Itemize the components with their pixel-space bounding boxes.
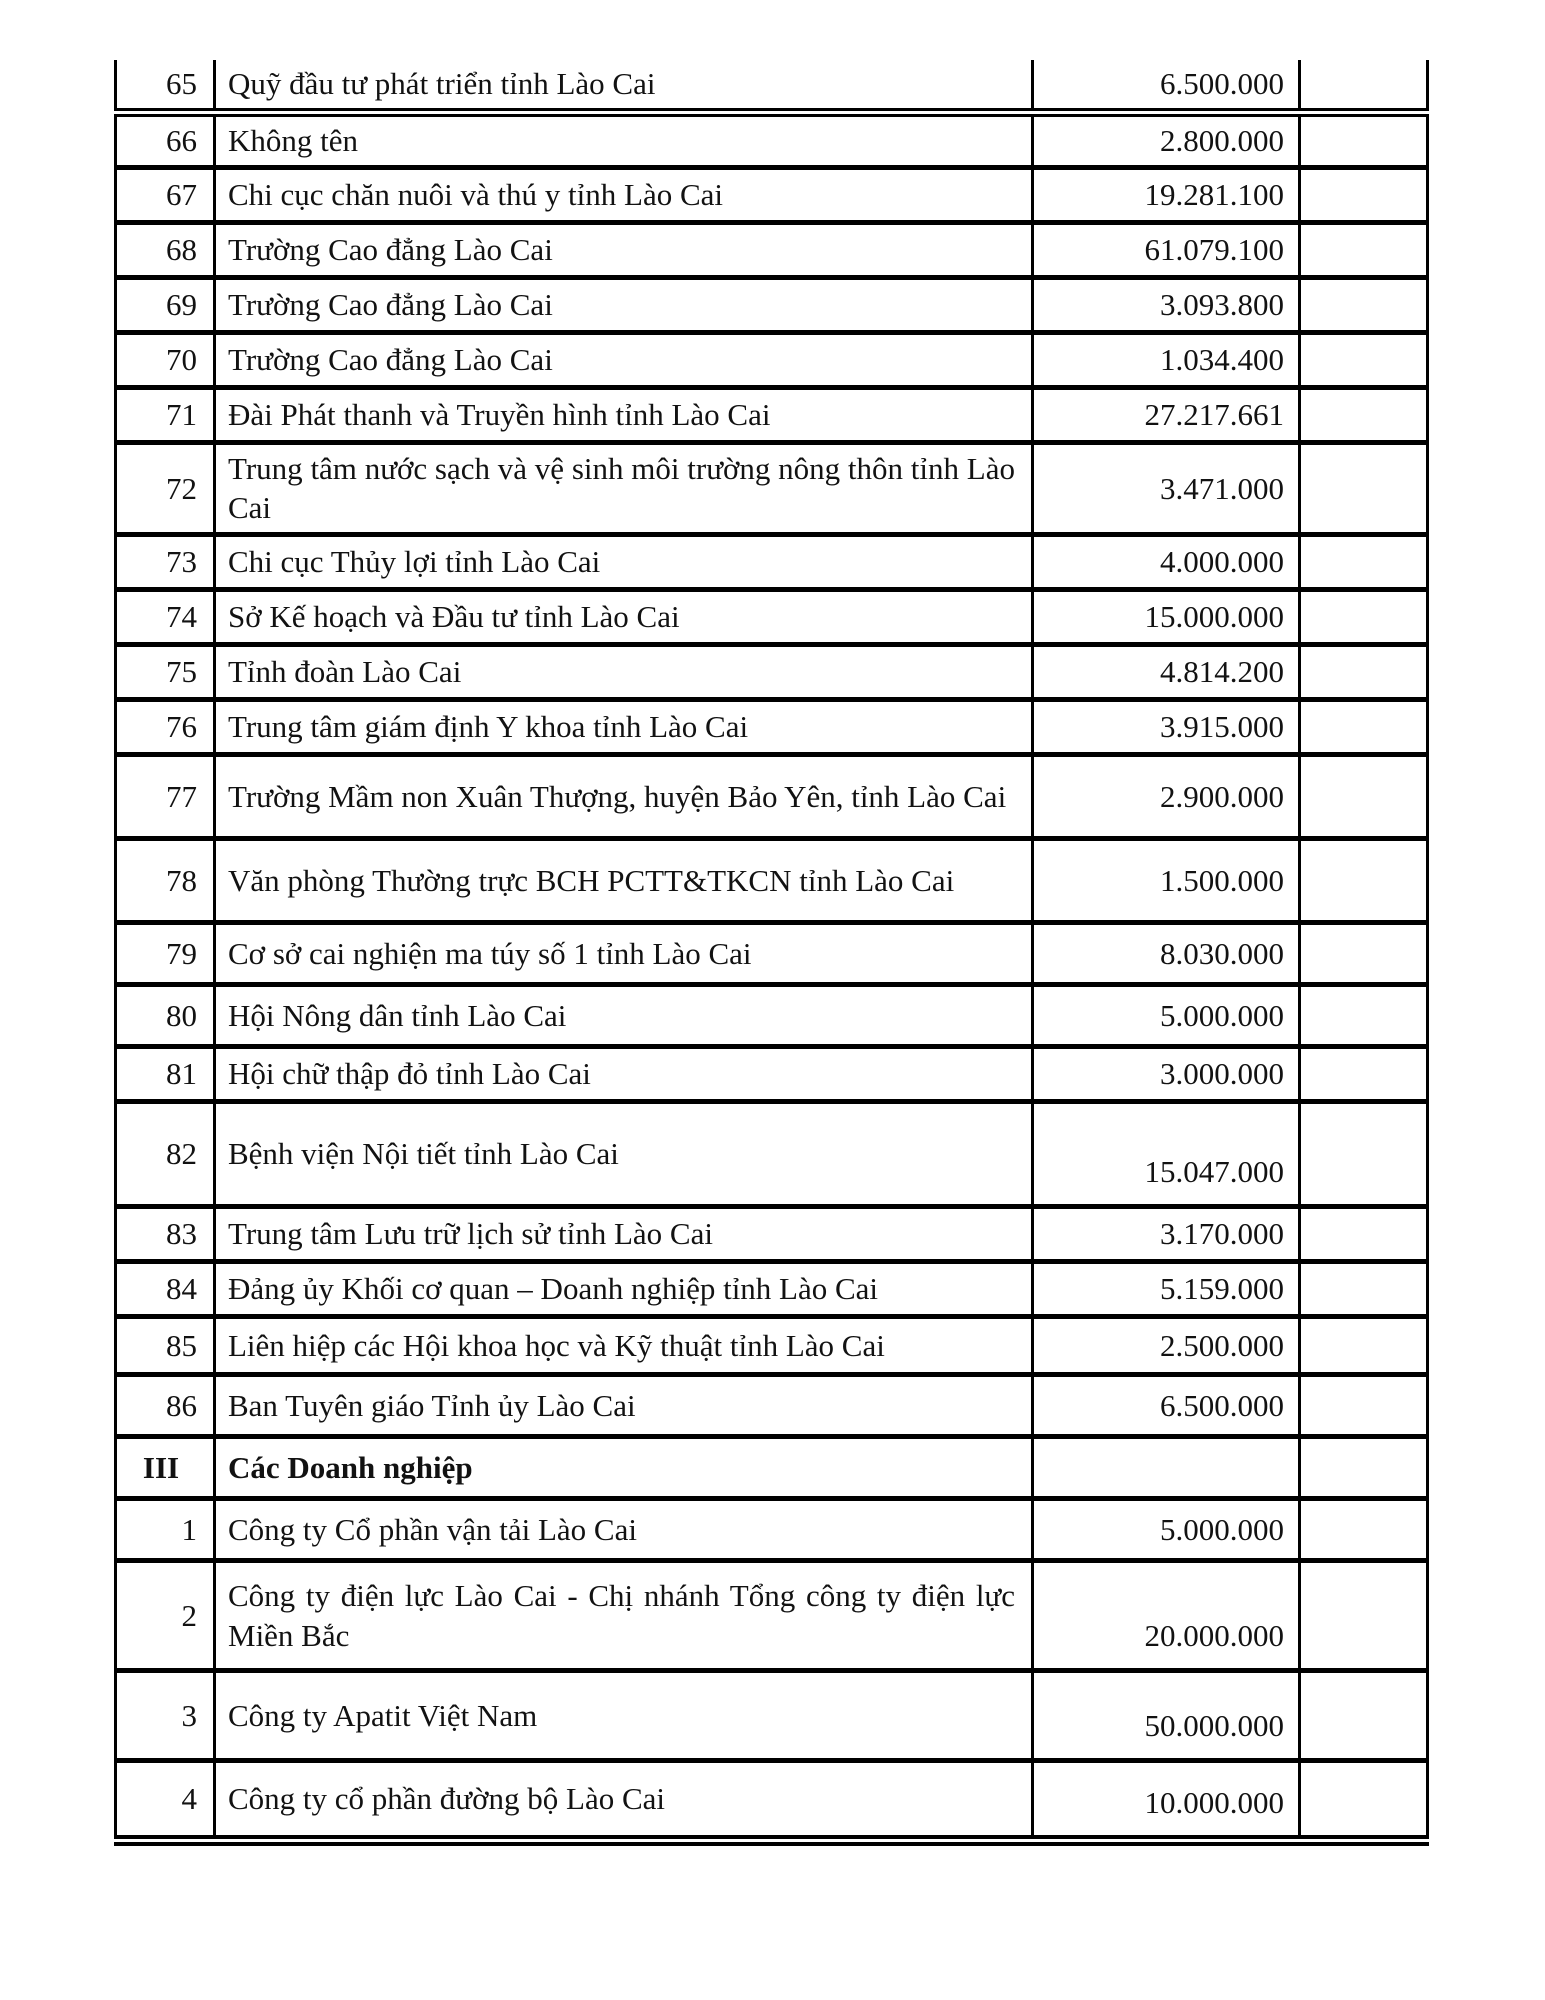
row-number-cell: 70 (116, 332, 215, 387)
note-cell (1300, 1671, 1428, 1761)
note-cell (1300, 167, 1428, 222)
organization-name-cell: Trường Cao đẳng Lào Cai (215, 222, 1033, 277)
note-cell (1300, 60, 1428, 112)
row-number-cell: 71 (116, 387, 215, 442)
note-cell (1300, 839, 1428, 923)
table-row (116, 167, 1428, 222)
note-cell (1300, 332, 1428, 387)
table-row (116, 1761, 1428, 1841)
amount-cell: 6.500.000 (1033, 60, 1300, 112)
table-row (116, 60, 1428, 112)
organization-name-cell: Ban Tuyên giáo Tỉnh ủy Lào Cai (215, 1375, 1033, 1437)
table-row (116, 1499, 1428, 1561)
note-cell (1300, 1761, 1428, 1841)
organization-name-cell: Tỉnh đoàn Lào Cai (215, 645, 1033, 700)
row-number-cell: 85 (116, 1317, 215, 1375)
row-number-cell: 69 (116, 277, 215, 332)
organization-name-cell: Trường Mầm non Xuân Thượng, huyện Bảo Yên, tỉnh Lào Cai (215, 755, 1033, 839)
table-row (116, 645, 1428, 700)
row-number-cell: 72 (116, 442, 215, 534)
row-number-cell: 75 (116, 645, 215, 700)
amount-cell (1033, 1437, 1300, 1499)
row-number-cell: 65 (116, 60, 215, 112)
organization-name-cell: Chi cục chăn nuôi và thú y tỉnh Lào Cai (215, 167, 1033, 222)
amount-cell: 3.915.000 (1033, 700, 1300, 755)
row-number-cell: 4 (116, 1761, 215, 1841)
organization-name-cell: Trung tâm giám định Y khoa tỉnh Lào Cai (215, 700, 1033, 755)
row-number-cell: 76 (116, 700, 215, 755)
amount-cell: 2.900.000 (1033, 755, 1300, 839)
amount-cell: 3.471.000 (1033, 442, 1300, 534)
table-row (116, 1207, 1428, 1262)
organization-name-cell: Văn phòng Thường trực BCH PCTT&TKCN tỉnh Lào Cai (215, 839, 1033, 923)
table-row (116, 755, 1428, 839)
table-row (116, 839, 1428, 923)
organizations-amount-table (114, 60, 1429, 1846)
table-row (116, 1047, 1428, 1102)
table-row (116, 1561, 1428, 1671)
organization-name-cell: Không tên (215, 112, 1033, 167)
organization-name-cell: Quỹ đầu tư phát triển tỉnh Lào Cai (215, 60, 1033, 112)
row-number-cell: 68 (116, 222, 215, 277)
table-row (116, 1375, 1428, 1437)
note-cell (1300, 535, 1428, 590)
row-number-cell: 78 (116, 839, 215, 923)
note-cell (1300, 442, 1428, 534)
note-cell (1300, 700, 1428, 755)
row-number-cell: 84 (116, 1262, 215, 1317)
amount-cell: 6.500.000 (1033, 1375, 1300, 1437)
table-row (116, 590, 1428, 645)
row-number-cell: 79 (116, 923, 215, 985)
amount-cell: 27.217.661 (1033, 387, 1300, 442)
table-row (116, 277, 1428, 332)
amount-cell: 50.000.000 (1033, 1671, 1300, 1761)
table-row (116, 985, 1428, 1047)
row-number-cell: 80 (116, 985, 215, 1047)
note-cell (1300, 1102, 1428, 1207)
note-cell (1300, 112, 1428, 167)
table-row (116, 1317, 1428, 1375)
table-row (116, 222, 1428, 277)
row-number-cell: III (116, 1437, 215, 1499)
note-cell (1300, 1262, 1428, 1317)
note-cell (1300, 1375, 1428, 1437)
organization-name-cell: Hội chữ thập đỏ tỉnh Lào Cai (215, 1047, 1033, 1102)
row-number-cell: 3 (116, 1671, 215, 1761)
row-number-cell: 83 (116, 1207, 215, 1262)
row-number-cell: 2 (116, 1561, 215, 1671)
table-body (116, 60, 1428, 1841)
amount-cell: 61.079.100 (1033, 222, 1300, 277)
note-cell (1300, 222, 1428, 277)
table-row (116, 923, 1428, 985)
amount-cell: 19.281.100 (1033, 167, 1300, 222)
amount-cell: 5.000.000 (1033, 985, 1300, 1047)
organization-name-cell: Trường Cao đẳng Lào Cai (215, 332, 1033, 387)
organization-name-cell: Đảng ủy Khối cơ quan – Doanh nghiệp tỉnh Lào Cai (215, 1262, 1033, 1317)
note-cell (1300, 1317, 1428, 1375)
row-number-cell: 67 (116, 167, 215, 222)
table-row (116, 700, 1428, 755)
amount-cell: 3.093.800 (1033, 277, 1300, 332)
row-number-cell: 82 (116, 1102, 215, 1207)
amount-cell: 20.000.000 (1033, 1561, 1300, 1671)
organization-name-cell: Sở Kế hoạch và Đầu tư tỉnh Lào Cai (215, 590, 1033, 645)
table-row (116, 332, 1428, 387)
organization-name-cell: Trung tâm Lưu trữ lịch sử tỉnh Lào Cai (215, 1207, 1033, 1262)
amount-cell: 4.000.000 (1033, 535, 1300, 590)
table-row (116, 1671, 1428, 1761)
note-cell (1300, 1437, 1428, 1499)
table-row (116, 1262, 1428, 1317)
note-cell (1300, 755, 1428, 839)
organization-name-cell: Trung tâm nước sạch và vệ sinh môi trường nông thôn tỉnh Lào Cai (215, 442, 1033, 534)
note-cell (1300, 985, 1428, 1047)
note-cell (1300, 1561, 1428, 1671)
organization-name-cell: Các Doanh nghiệp (215, 1437, 1033, 1499)
table-row (116, 1437, 1428, 1499)
organization-name-cell: Công ty cổ phần đường bộ Lào Cai (215, 1761, 1033, 1841)
row-number-cell: 81 (116, 1047, 215, 1102)
organization-name-cell: Hội Nông dân tỉnh Lào Cai (215, 985, 1033, 1047)
organization-name-cell: Công ty Cổ phần vận tải Lào Cai (215, 1499, 1033, 1561)
organization-name-cell: Bệnh viện Nội tiết tỉnh Lào Cai (215, 1102, 1033, 1207)
amount-cell: 10.000.000 (1033, 1761, 1300, 1841)
table-row (116, 112, 1428, 167)
row-number-cell: 77 (116, 755, 215, 839)
amount-cell: 3.000.000 (1033, 1047, 1300, 1102)
amount-cell: 1.034.400 (1033, 332, 1300, 387)
organization-name-cell: Công ty Apatit Việt Nam (215, 1671, 1033, 1761)
note-cell (1300, 1499, 1428, 1561)
amount-cell: 1.500.000 (1033, 839, 1300, 923)
table-row (116, 442, 1428, 534)
organization-name-cell: Chi cục Thủy lợi tỉnh Lào Cai (215, 535, 1033, 590)
amount-cell: 5.159.000 (1033, 1262, 1300, 1317)
table-row (116, 1102, 1428, 1207)
row-number-cell: 66 (116, 112, 215, 167)
note-cell (1300, 277, 1428, 332)
note-cell (1300, 1207, 1428, 1262)
row-number-cell: 86 (116, 1375, 215, 1437)
organization-name-cell: Công ty điện lực Lào Cai - Chị nhánh Tổng công ty điện lực Miền Bắc (215, 1561, 1033, 1671)
amount-cell: 8.030.000 (1033, 923, 1300, 985)
amount-cell: 2.800.000 (1033, 112, 1300, 167)
table-row (116, 387, 1428, 442)
row-number-cell: 73 (116, 535, 215, 590)
note-cell (1300, 1047, 1428, 1102)
organization-name-cell: Cơ sở cai nghiện ma túy số 1 tỉnh Lào Cai (215, 923, 1033, 985)
row-number-cell: 74 (116, 590, 215, 645)
table-row (116, 535, 1428, 590)
note-cell (1300, 923, 1428, 985)
row-number-cell: 1 (116, 1499, 215, 1561)
amount-cell: 15.047.000 (1033, 1102, 1300, 1207)
amount-cell: 5.000.000 (1033, 1499, 1300, 1561)
amount-cell: 4.814.200 (1033, 645, 1300, 700)
amount-cell: 15.000.000 (1033, 590, 1300, 645)
amount-cell: 2.500.000 (1033, 1317, 1300, 1375)
amount-cell: 3.170.000 (1033, 1207, 1300, 1262)
organization-name-cell: Trường Cao đẳng Lào Cai (215, 277, 1033, 332)
note-cell (1300, 590, 1428, 645)
organization-name-cell: Liên hiệp các Hội khoa học và Kỹ thuật tỉnh Lào Cai (215, 1317, 1033, 1375)
note-cell (1300, 645, 1428, 700)
note-cell (1300, 387, 1428, 442)
organization-name-cell: Đài Phát thanh và Truyền hình tỉnh Lào Cai (215, 387, 1033, 442)
